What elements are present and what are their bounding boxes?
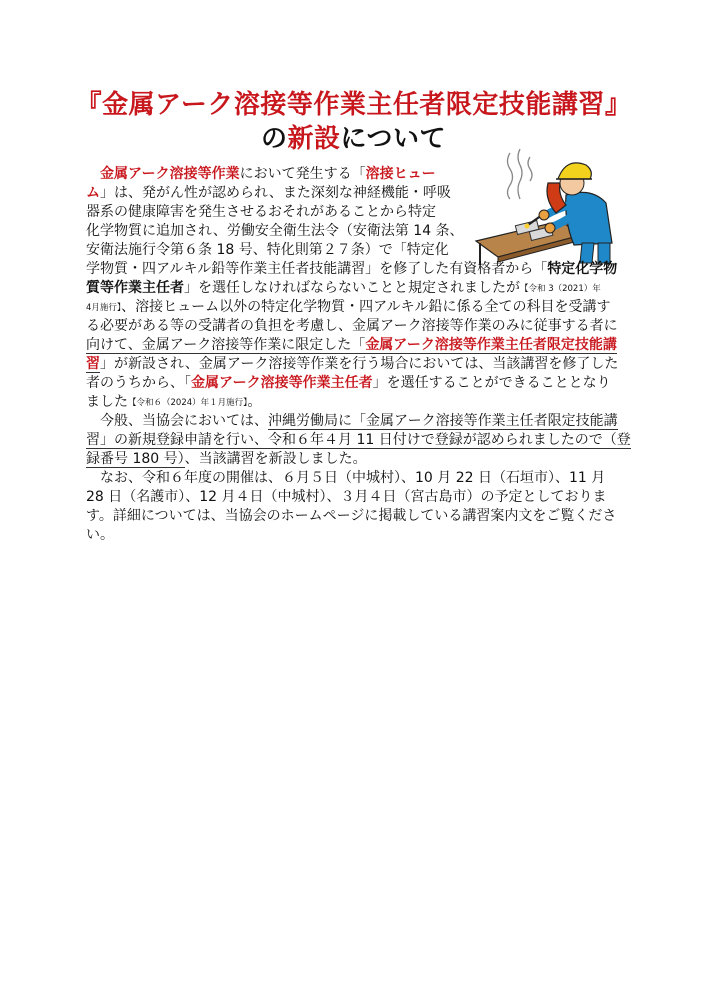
paragraph3-line3: す。詳細については、当協会のホームページに掲載している講習案内文をご覧くださ [86,508,617,524]
paragraph1-line10 [86,336,626,355]
text: 、当該講習を新設しました。 [184,451,367,467]
text: 」を選任しなければならないことと規定されましたが [184,280,520,296]
document-title-line1: 『金属アーク溶接等作業主任者限定技能講習』 [75,90,632,120]
indent [86,166,100,182]
paragraph1-line2 [86,184,466,203]
term-limited-skill-course-end: 習 [86,356,100,372]
text: 学物質・四アルキル鉛等作業主任者技能講習」を修了した有資格者から「 [86,261,548,277]
paragraph1-line12 [86,374,626,393]
text: 向けて、金属アーク溶接等作業に限定した「 [86,337,366,353]
paragraph1-line13 [86,393,626,413]
note-enforcement-2021-end: 4月施行】 [86,303,122,313]
paragraph1-line8 [86,298,626,318]
term-limited-skill-course: 金属アーク溶接等作業主任者限定技能講 [365,337,617,353]
welder-illustration-icon [470,143,620,265]
title-of: の [260,124,288,154]
okinawa-labor-bureau-registration: 沖縄労働局に「金属アーク溶接等作業主任者限定技能講 [268,413,618,429]
paragraph1-line7 [86,279,626,299]
paragraph1-line6 [86,260,626,279]
paragraph1-line5: 安衛法施行令第６条 18 号、特化則第２７条）で「特定化 [86,242,449,258]
registration-date: 習」の新規登録申請を行い、令和６年４月 11 日付けで登録が認められましたので（登 [86,432,631,448]
paragraph2-line2 [86,431,631,450]
title-about: について [340,124,446,154]
text: ました [86,394,128,410]
paragraph2-line3 [86,450,626,469]
text: 」を選任することができることとなり [372,375,611,391]
paragraph1-line4: 化学物質に追加され、労働安全衛生法令（安衛法第 14 条、 [86,223,464,239]
term-metal-arc-welding-work: 金属アーク溶接等作業 [100,166,240,182]
term-welding-fume: 溶接ヒュー [365,166,436,182]
title-new-establishment: 新設 [287,124,341,154]
note-enforcement-2021: 【令和 3（2021）年 [520,284,601,294]
text: 今般、当協会においては、 [86,413,268,429]
text: において発生する「 [239,166,366,182]
paragraph1-line11 [86,355,626,374]
paragraph1-line1 [86,165,466,184]
paragraph1-line9: る必要がある等の受講者の負担を考慮し、金属アーク溶接等作業のみに従事する者に [86,318,618,334]
term-specified-chemical-chief-end: 質等作業主任者 [86,280,184,296]
text: 者のうちから、「 [86,375,191,391]
paragraph3-line4: い。 [86,527,114,543]
term-welding-chief: 金属アーク溶接等作業主任者 [191,375,373,391]
paragraph2-line1 [86,412,626,431]
paragraph1-line3: 器系の健康障害を発生させるおそれがあることから特定 [86,204,436,220]
paragraph3-line1: なお、令和６年度の開催は、６月５日（中城村）、10 月 22 日（石垣市）、11 月 [86,470,606,486]
term-specified-chemical-chief: 特定化学物 [547,261,618,277]
text: 。 [247,394,262,410]
text: 」は、発がん性が認められ、また深刻な神経機能・呼吸 [100,185,451,201]
paragraph3-line2: 28 日（名護市）、12 月４日（中城村）、３月４日（宮古島市）の予定としておりま [86,489,607,505]
term-welding-fume-end: ム [86,185,100,201]
text: 」が新設され、金属アーク溶接等作業を行う場合においては、当該講習を修了した [100,356,619,372]
note-enforcement-2024: 【令和６（2024）年１月施行】 [128,398,248,408]
registration-number: 録番号 180 号） [86,451,185,467]
text: 、溶接ヒューム以外の特定化学物質・四アルキル鉛に係る全ての科目を受講す [121,299,611,315]
